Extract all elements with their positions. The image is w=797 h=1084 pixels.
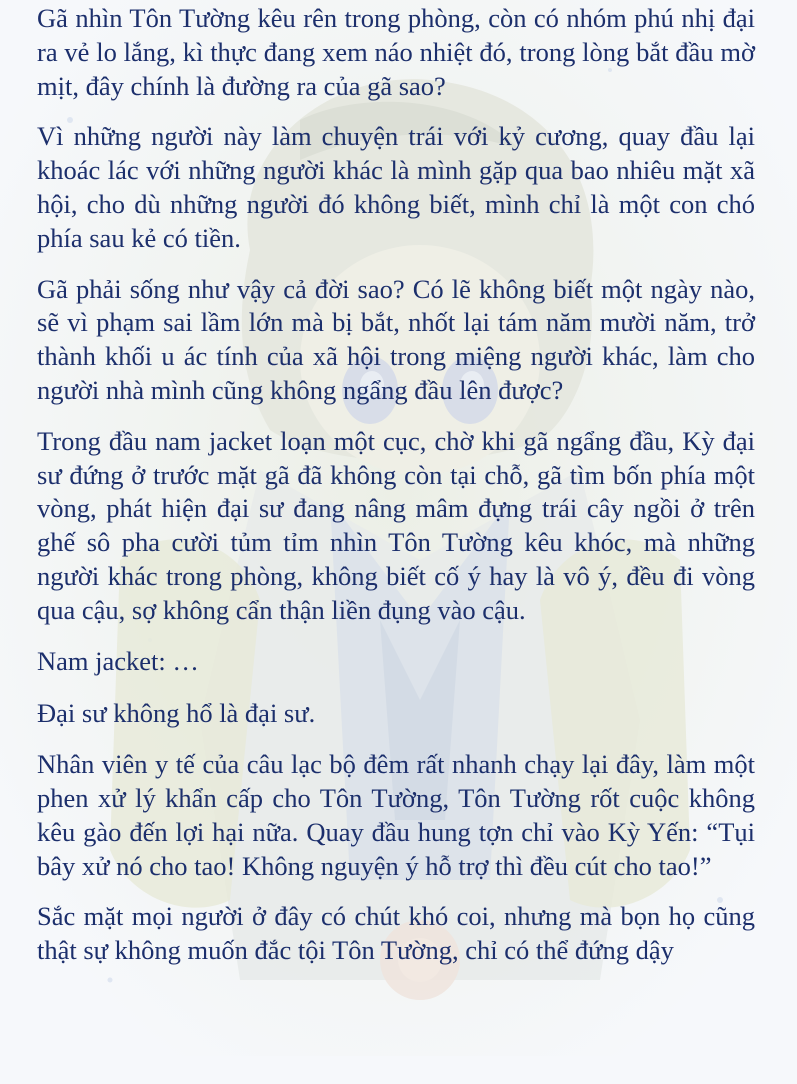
paragraph-2: Vì những người này làm chuyện trái với kỷ cương, quay đầu lại khoác lác với những người khác là mình gặp qua bao nhiêu mặt xã hội, cho dù những người đó không biết, mình chỉ là một con chó phía sau kẻ có tiền. <box>37 121 755 253</box>
paragraph-6: Đại sư không hổ là đại sư. <box>37 698 316 729</box>
paragraph-8: Sắc mặt mọi người ở đây có chút khó coi, nhưng mà bọn họ cũng thật sự không muốn đắc tội Tôn Tường, chỉ có thể đứng dậy <box>37 901 755 966</box>
paragraph-7: Nhân viên y tế của câu lạc bộ đêm rất nhanh chạy lại đây, làm một phen xử lý khẩn cấp cho Tôn Tường, Tôn Tường rốt cuộc không kêu gào đến lợi hại nữa. Quay đầu hung tợn chỉ vào Kỳ Yến: “Tụi bây xử nó cho tao! Không nguyện ý hỗ trợ thì đều cút cho tao!” <box>37 749 755 881</box>
paragraph-3: Gã phải sống như vậy cả đời sao? Có lẽ không biết một ngày nào, sẽ vì phạm sai lầm lớn mà bị bắt, nhốt lại tám năm mười năm, trở thành khối u ác tính của xã hội trong miệng người khác, làm cho người nhà mình cũng không ngẩng đầu lên được? <box>37 273 755 405</box>
page-bottom-edge <box>0 1056 797 1084</box>
paragraph-4: Trong đầu nam jacket loạn một cục, chờ khi gã ngẩng đầu, Kỳ đại sư đứng ở trước mặt gã đã không còn tại chỗ, gã tìm bốn phía một vòng, phát hiện đại sư đang nâng mâm đựng trái cây ngồi ở trên ghế sô pha cười tủm tỉm nhìn Tôn Tường kêu khóc, mà những người khác trong phòng, không biết cố ý hay là vô ý, đều đi vòng qua cậu, sợ không cẩn thận liền đụng vào cậu. <box>37 425 755 625</box>
paragraph-1: Gã nhìn Tôn Tường kêu rên trong phòng, còn có nhóm phú nhị đại ra vẻ lo lắng, kì thực đang xem náo nhiệt đó, trong lòng bắt đầu mờ mịt, đây chính là đường ra của gã sao? <box>37 3 755 101</box>
story-text <box>37 2 755 985</box>
paragraph-5: Nam jacket: … <box>37 645 199 676</box>
